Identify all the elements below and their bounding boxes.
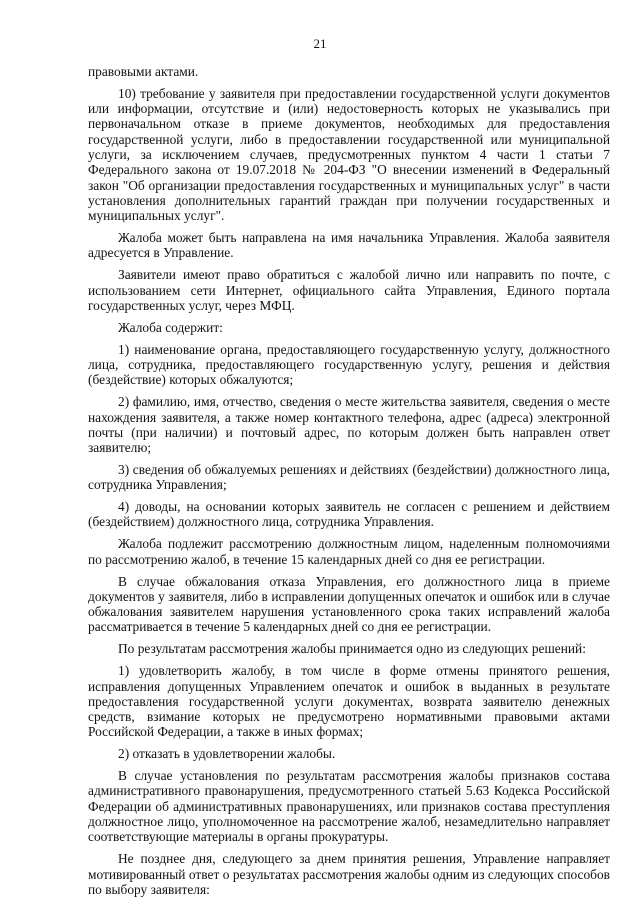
- paragraph-refusal-appeal: В случае обжалования отказа Управления, его должностного лица в приеме документов у заявителя, либо в исправлении допущенных опечаток и ошибок или в случае обжалования заявителем нарушения установленного срока таких исправлений жалоба рассматривается в течение 5 календарных дней со дня ее регистрации.: [88, 573, 610, 635]
- page-number: 21: [313, 36, 327, 51]
- paragraph-content-item-3: 3) сведения об обжалуемых решениях и действиях (бездействии) должностного лица, сотрудника Управления;: [88, 461, 610, 493]
- paragraph-item-10: 10) требование у заявителя при предоставлении государственной услуги документов или информации, отсутствие и (или) недостоверность которых не указывались при первоначальном отказе в приеме документов, необходимых для предоставления государственной услуги, либо в предоставлении государственной или муниципальной услуги, за исключением случаев, предусмотренных пунктом 4 части 1 статьи 7 Федерального закона от 19.07.2018 № 204-ФЗ "О внесении изменений в Федеральный закон "Об организации предоставления государственных и муниципальных услуг" в части установления дополнительных гарантий граждан при получении государственных и муниципальных услуг".: [88, 85, 610, 224]
- paragraph-complaint-contents: Жалоба содержит:: [118, 319, 223, 335]
- document-body: [88, 64, 610, 904]
- paragraph-decision-2: 2) отказать в удовлетворении жалобы.: [118, 746, 336, 762]
- paragraph-content-item-1: 1) наименование органа, предоставляющего государственную услугу, должностного лица, сотрудника, предоставляющего государственную услугу, решения и действия (бездействие) которых обжалуются;: [88, 341, 610, 388]
- paragraph-decision-1: 1) удовлетворить жалобу, в том числе в форме отмены принятого решения, исправления допущенных Управлением опечаток и ошибок в выданных в результате предоставления государственной услуги документах, возврата заявителю денежных средств, взимание которых не предусмотрено нормативными правовыми актами Российской Федерации, а также в иных формах;: [88, 663, 610, 740]
- paragraph-violation-referral: В случае установления по результатам рассмотрения жалобы признаков состава административного правонарушения, предусмотренного статьей 5.63 Кодекса Российской Федерации об административных правонарушениях, или признаков состава преступления должностное лицо, уполномоченное на рассмотрение жалоб, незамедлительно направляет соответствующие материалы в органы прокуратуры.: [88, 768, 610, 845]
- paragraph-content-item-2: 2) фамилию, имя, отчество, сведения о месте жительства заявителя, сведения о месте нахождения заявителя, а также номер контактного телефона, адрес (адреса) электронной почты (при наличии) и почтовый адрес, по которым должен быть направлен ответ заявителю;: [88, 394, 610, 456]
- paragraph-continuation: правовыми актами.: [88, 64, 199, 79]
- paragraph-content-item-4: 4) доводы, на основании которых заявитель не согласен с решением и действием (бездействием) должностного лица, сотрудника Управления.: [88, 499, 610, 530]
- paragraph-review-results: По результатам рассмотрения жалобы принимается одно из следующих решений:: [118, 641, 586, 657]
- paragraph-response-delivery: Не позднее дня, следующего за днем принятия решения, Управление направляет мотивированный ответ о результатах рассмотрения жалобы одним из следующих способов по выбору заявителя:: [88, 851, 610, 897]
- paragraph-complaint-address: Жалоба может быть направлена на имя начальника Управления. Жалоба заявителя адресуется в Управление.: [88, 230, 610, 261]
- paragraph-review-period: Жалоба подлежит рассмотрению должностным лицом, наделенным полномочиями по рассмотрению жалоб, в течение 15 календарных дней со дня ее регистрации.: [88, 536, 610, 567]
- paragraph-submission-channels: Заявители имеют право обратиться с жалобой лично или направить по почте, с использованием сети Интернет, официального сайта Управления, Единого портала государственных услуг, через МФЦ.: [88, 267, 610, 313]
